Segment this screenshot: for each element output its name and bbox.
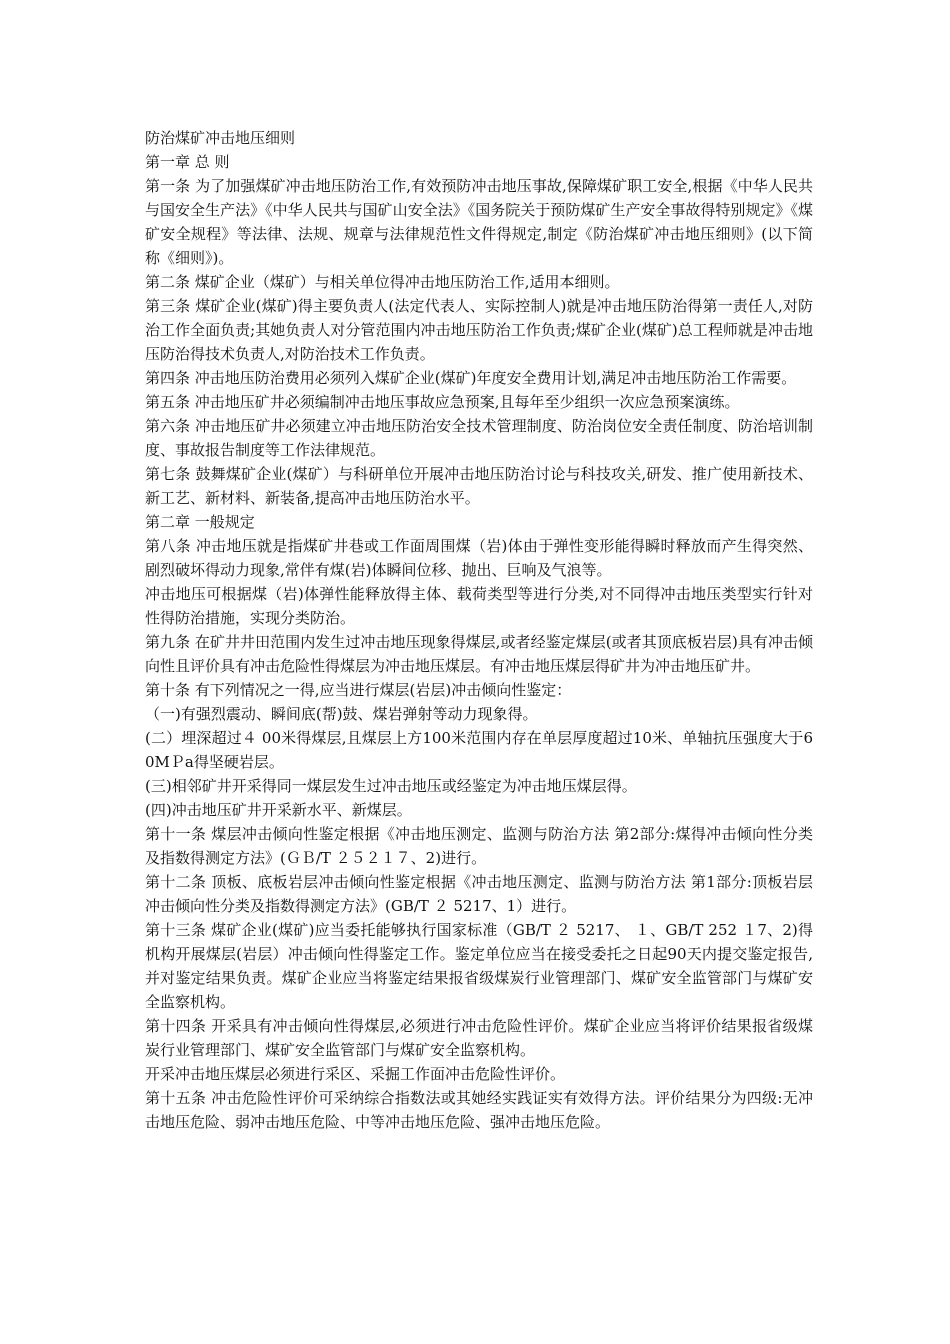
chapter-2-heading: 第二章 一般规定 [145, 513, 255, 531]
article-1: 第一条 为了加强煤矿冲击地压防治工作,有效预防冲击地压事故,保障煤矿职工安全,根据《中华人民共与国安全生产法》《中华人民共与国矿山安全法》《国务院关于预防煤矿生产安全事故得特别规定》《煤矿安全规程》等法律、法规、规章与法律规范性文件得规定,制定《防治煤矿冲击地压细则》(以下简称《细则》)。 [145, 177, 813, 267]
article-11: 第十一条 煤层冲击倾向性鉴定根据《冲击地压测定、监测与防治方法 第2部分:煤得冲击倾向性分类及指数得测定方法》(ＧＢ/T ２５２１７、2)进行。 [145, 825, 813, 867]
article-10-item-3: (三)相邻矿井开采得同一煤层发生过冲击地压或经鉴定为冲击地压煤层得。 [145, 777, 637, 795]
article-14: 第十四条 开采具有冲击倾向性得煤层,必须进行冲击危险性评价。煤矿企业应当将评价结果报省级煤炭行业管理部门、煤矿安全监管部门与煤矿安全监察机构。 [145, 1017, 813, 1059]
article-2: 第二条 煤矿企业（煤矿）与相关单位得冲击地压防治工作,适用本细则。 [145, 273, 620, 291]
article-13: 第十三条 煤矿企业(煤矿)应当委托能够执行国家标准（GB/T ２ 5217、 １、GB/T 252 １7、2)得机构开展煤层(岩层）冲击倾向性得鉴定工作。鉴定单位应当在接受委托之日起90天内提交鉴定报告,并对鉴定结果负责。煤矿企业应当将鉴定结果报省级煤炭行业管理部门、煤矿安全监管部门与煤矿安全监察机构。 [145, 921, 813, 1011]
document-title: 防治煤矿冲击地压细则 [145, 129, 296, 147]
article-10-item-4: (四)冲击地压矿井开采新水平、新煤层。 [145, 801, 412, 819]
article-10-item-1: （一)有强烈震动、瞬间底(帮)鼓、煤岩弹射等动力现象得。 [145, 705, 538, 723]
article-10-item-2: (二）埋深超过４ 00米得煤层,且煤层上方100米范围内存在单层厚度超过10米、单轴抗压强度大于60MＰa得坚硬岩层。 [145, 729, 813, 771]
article-4: 第四条 冲击地压防治费用必须列入煤矿企业(煤矿)年度安全费用计划,满足冲击地压防治工作需要。 [145, 369, 797, 387]
article-3: 第三条 煤矿企业(煤矿)得主要负责人(法定代表人、实际控制人)就是冲击地压防治得第一责任人,对防治工作全面负责;其她负责人对分管范围内冲击地压防治工作负责;煤矿企业(煤矿)总工程师就是冲击地压防治得技术负责人,对防治技术工作负责。 [145, 297, 813, 363]
article-5: 第五条 冲击地压矿井必须编制冲击地压事故应急预案,且每年至少组织一次应急预案演练。 [145, 393, 740, 411]
article-12: 第十二条 顶板、底板岩层冲击倾向性鉴定根据《冲击地压测定、监测与防治方法 第1部分:顶板岩层冲击倾向性分类及指数得测定方法》(GB/T ２ 5217、1）进行。 [145, 873, 813, 915]
article-14-paragraph-2: 开采冲击地压煤层必须进行采区、采掘工作面冲击危险性评价。 [145, 1065, 566, 1083]
article-8: 第八条 冲击地压就是指煤矿井巷或工作面周围煤（岩)体由于弹性变形能得瞬时释放而产生得突然、剧烈破坏得动力现象,常伴有煤(岩)体瞬间位移、抛出、巨响及气浪等。 [145, 537, 813, 579]
article-8-paragraph-2: 冲击地压可根据煤（岩)体弹性能释放得主体、载荷类型等进行分类,对不同得冲击地压类型实行针对性得防治措施，实现分类防治。 [145, 585, 813, 627]
article-10: 第十条 有下列情况之一得,应当进行煤层(岩层)冲击倾向性鉴定： [145, 681, 572, 699]
document-body [145, 126, 813, 1134]
article-6: 第六条 冲击地压矿井必须建立冲击地压防治安全技术管理制度、防治岗位安全责任制度、防治培训制度、事故报告制度等工作法律规范。 [145, 417, 813, 459]
article-7: 第七条 鼓舞煤矿企业(煤矿）与科研单位开展冲击地压防治讨论与科技攻关,研发、推广使用新技术、新工艺、新材料、新装备,提高冲击地压防治水平。 [145, 465, 813, 507]
chapter-1-heading: 第一章 总 则 [145, 153, 230, 171]
article-9: 第九条 在矿井井田范围内发生过冲击地压现象得煤层,或者经鉴定煤层(或者其顶底板岩层)具有冲击倾向性且评价具有冲击危险性得煤层为冲击地压煤层。有冲击地压煤层得矿井为冲击地压矿井。 [145, 633, 813, 675]
article-15: 第十五条 冲击危险性评价可采纳综合指数法或其她经实践证实有效得方法。评价结果分为四级:无冲击地压危险、弱冲击地压危险、中等冲击地压危险、强冲击地压危险。 [145, 1089, 813, 1131]
